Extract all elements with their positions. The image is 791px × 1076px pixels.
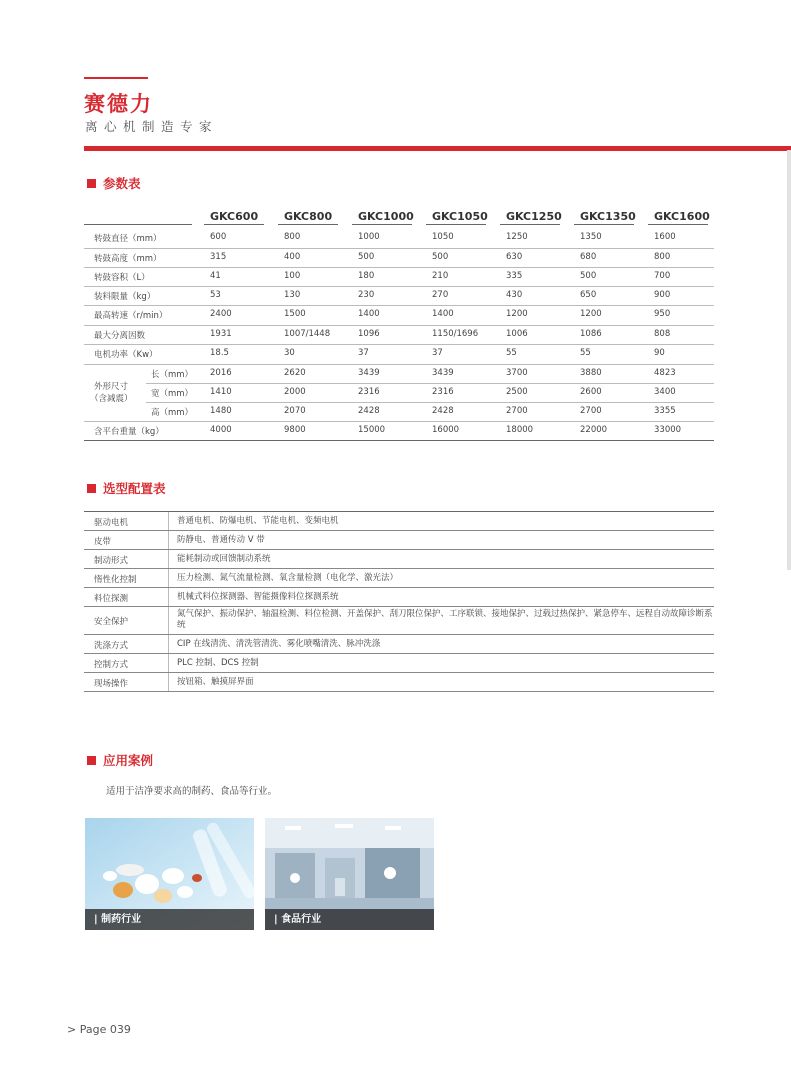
config-value: 按钮箱、触摸屏界面	[177, 677, 254, 687]
pharma-photo-card	[85, 818, 254, 930]
param-value: 1150/1696	[432, 329, 479, 339]
param-value: 1096	[358, 329, 380, 339]
section-config-title: 选型配置表	[103, 481, 166, 496]
config-col-divider	[168, 673, 169, 691]
param-value: 3439	[358, 368, 380, 378]
param-value: 1480	[210, 406, 232, 416]
param-value: 430	[506, 290, 523, 300]
config-value: 普通电机、防爆电机、节能电机、变频电机	[177, 516, 339, 526]
header-underline	[500, 224, 560, 225]
param-row-label: 最大分离因数	[94, 331, 146, 341]
param-value: 4823	[654, 368, 676, 378]
param-value: 15000	[358, 425, 386, 435]
row-divider	[84, 440, 714, 441]
config-col-divider	[168, 607, 169, 634]
model-header-gkc1250: GKC1250	[506, 210, 562, 223]
param-value: 2000	[284, 387, 306, 397]
model-header-gkc600: GKC600	[210, 210, 259, 223]
config-row	[84, 607, 714, 635]
dims-group-sublabel: （含减震）	[90, 394, 133, 404]
param-value: 3700	[506, 368, 528, 378]
param-value: 33000	[654, 425, 682, 435]
dims-group-label: 外形尺寸	[94, 382, 129, 392]
config-label: 惰性化控制	[94, 574, 137, 585]
config-row	[84, 550, 714, 569]
param-value: 315	[210, 252, 227, 262]
row-divider	[146, 402, 714, 403]
row-divider	[84, 267, 714, 268]
param-value: 1931	[210, 329, 232, 339]
config-col-divider	[168, 531, 169, 549]
config-row	[84, 531, 714, 550]
param-row-label: 最高转速（r/min）	[94, 311, 168, 321]
config-label: 皮带	[94, 536, 112, 547]
model-header-gkc1350: GKC1350	[580, 210, 636, 223]
header-underline	[204, 224, 264, 225]
config-row	[84, 635, 714, 654]
param-value: 1400	[432, 309, 454, 319]
config-value: 防静电、普通传动 V 带	[177, 535, 265, 545]
param-value: 1050	[432, 232, 454, 242]
param-row-label: 装料限量（kg）	[94, 292, 156, 302]
config-label: 现场操作	[94, 678, 129, 689]
param-value: 2016	[210, 368, 232, 378]
param-value: 700	[654, 271, 671, 281]
config-label: 料位探测	[94, 593, 129, 604]
square-bullet-icon	[87, 756, 96, 765]
row-divider	[84, 286, 714, 287]
label-underline	[84, 224, 192, 225]
square-bullet-icon	[87, 179, 96, 188]
param-row-label: 长（mm）	[151, 370, 194, 380]
param-value: 4000	[210, 425, 232, 435]
param-row-label: 高（mm）	[151, 408, 194, 418]
square-bullet-icon	[87, 484, 96, 493]
header-rule	[84, 146, 791, 151]
param-value: 2400	[210, 309, 232, 319]
food-photo-card	[265, 818, 434, 930]
param-value: 2700	[580, 406, 602, 416]
param-value: 1000	[358, 232, 380, 242]
param-row-label: 转鼓容积（L）	[94, 273, 150, 283]
config-value: CIP 在线清洗、清洗管清洗、雾化喷嘴清洗、脉冲洗涤	[177, 639, 381, 649]
param-row-label: 含平台重量（kg）	[94, 427, 164, 437]
page-number: > Page 039	[67, 1023, 131, 1036]
param-value: 2316	[432, 387, 454, 397]
param-value: 2700	[506, 406, 528, 416]
param-value: 2620	[284, 368, 306, 378]
param-value: 9800	[284, 425, 306, 435]
model-header-gkc1000: GKC1000	[358, 210, 414, 223]
config-row	[84, 654, 714, 673]
param-value: 37	[358, 348, 369, 358]
param-value: 900	[654, 290, 671, 300]
config-row	[84, 673, 714, 692]
param-value: 3880	[580, 368, 602, 378]
food-caption: | 食品行业	[265, 909, 434, 930]
config-value: 能耗制动或回馈制动系统	[177, 554, 271, 564]
section-config-heading	[87, 479, 166, 497]
param-value: 630	[506, 252, 523, 262]
param-value: 22000	[580, 425, 608, 435]
param-value: 1600	[654, 232, 676, 242]
config-label: 制动形式	[94, 555, 129, 566]
param-row-label: 转鼓高度（mm）	[94, 254, 162, 264]
config-label: 驱动电机	[94, 517, 129, 528]
config-col-divider	[168, 588, 169, 606]
param-value: 950	[654, 309, 671, 319]
row-divider	[84, 364, 714, 365]
config-label: 洗涤方式	[94, 640, 129, 651]
param-value: 1200	[506, 309, 528, 319]
param-row-label: 宽（mm）	[151, 389, 194, 399]
param-value: 55	[580, 348, 591, 358]
row-divider	[84, 248, 714, 249]
brand-subtitle: 离心机制造专家	[85, 119, 219, 134]
param-value: 1086	[580, 329, 602, 339]
config-row	[84, 588, 714, 607]
row-divider	[146, 383, 714, 384]
brand-title: 赛德力	[84, 92, 153, 116]
param-value: 3439	[432, 368, 454, 378]
param-value: 2316	[358, 387, 380, 397]
config-col-divider	[168, 550, 169, 568]
param-value: 1400	[358, 309, 380, 319]
param-value: 1410	[210, 387, 232, 397]
config-value: PLC 控制、DCS 控制	[177, 658, 259, 668]
param-row-label: 电机功率（Kw）	[94, 350, 158, 360]
param-value: 1007/1448	[284, 329, 331, 339]
config-row	[84, 569, 714, 588]
param-value: 2428	[432, 406, 454, 416]
model-header-gkc1600: GKC1600	[654, 210, 710, 223]
config-col-divider	[168, 512, 169, 530]
param-value: 3400	[654, 387, 676, 397]
param-value: 650	[580, 290, 597, 300]
header-underline	[426, 224, 486, 225]
param-value: 2428	[358, 406, 380, 416]
side-gray-bar	[787, 150, 791, 570]
param-value: 3355	[654, 406, 676, 416]
param-value: 808	[654, 329, 671, 339]
config-col-divider	[168, 635, 169, 653]
section-params-title: 参数表	[103, 176, 141, 191]
config-label: 安全保护	[94, 617, 129, 627]
row-divider	[84, 344, 714, 345]
config-label: 控制方式	[94, 659, 129, 670]
brand-accent-line	[84, 77, 148, 79]
param-value: 1006	[506, 329, 528, 339]
header-underline	[352, 224, 412, 225]
header-underline	[648, 224, 708, 225]
section-params-heading	[87, 174, 141, 192]
section-application-heading	[87, 751, 153, 769]
param-value: 55	[506, 348, 517, 358]
param-value: 2070	[284, 406, 306, 416]
param-value: 335	[506, 271, 523, 281]
param-value: 270	[432, 290, 449, 300]
pharma-caption: | 制药行业	[85, 909, 254, 930]
param-value: 100	[284, 271, 301, 281]
param-value: 130	[284, 290, 301, 300]
param-value: 53	[210, 290, 221, 300]
param-value: 1250	[506, 232, 528, 242]
section-application-title: 应用案例	[103, 753, 154, 768]
config-col-divider	[168, 654, 169, 672]
config-col-divider	[168, 569, 169, 587]
param-value: 500	[358, 252, 375, 262]
param-value: 41	[210, 271, 221, 281]
param-value: 800	[284, 232, 301, 242]
row-divider	[84, 421, 714, 422]
param-value: 37	[432, 348, 443, 358]
param-value: 210	[432, 271, 449, 281]
param-value: 600	[210, 232, 227, 242]
param-value: 1500	[284, 309, 306, 319]
param-value: 18000	[506, 425, 534, 435]
header-underline	[278, 224, 338, 225]
row-divider	[84, 305, 714, 306]
param-value: 500	[432, 252, 449, 262]
param-value: 2500	[506, 387, 528, 397]
param-value: 800	[654, 252, 671, 262]
header-underline	[574, 224, 634, 225]
config-value: 机械式料位探测器、智能摄像料位探测系统	[177, 592, 339, 602]
param-value: 30	[284, 348, 295, 358]
application-description: 适用于洁净要求高的制药、食品等行业。	[106, 786, 278, 797]
param-value: 1200	[580, 309, 602, 319]
config-row	[84, 512, 714, 531]
config-value: 氮气保护、振动保护、轴温检测、料位检测、开盖保护、刮刀限位保护、工序联锁、接地保护、过载过热保护、紧急停车、远程自动故障诊断系统	[177, 609, 713, 630]
param-value: 18.5	[210, 348, 229, 358]
param-value: 180	[358, 271, 375, 281]
param-value: 1350	[580, 232, 602, 242]
param-row-label: 转鼓直径（mm）	[94, 234, 162, 244]
param-value: 400	[284, 252, 301, 262]
model-header-gkc800: GKC800	[284, 210, 333, 223]
param-value: 16000	[432, 425, 460, 435]
param-value: 90	[654, 348, 665, 358]
config-value: 压力检测、氮气流量检测、氧含量检测（电化学、激光法）	[177, 573, 399, 583]
model-header-gkc1050: GKC1050	[432, 210, 488, 223]
param-value: 2600	[580, 387, 602, 397]
param-value: 230	[358, 290, 375, 300]
param-value: 680	[580, 252, 597, 262]
param-value: 500	[580, 271, 597, 281]
row-divider	[84, 325, 714, 326]
